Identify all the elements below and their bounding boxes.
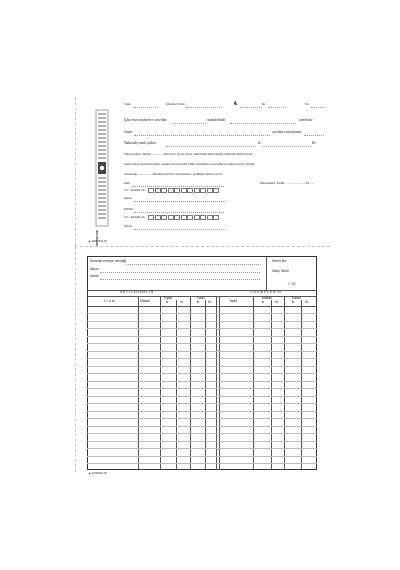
- col-tutari: Tutarı: [196, 296, 205, 300]
- header-tl: ₺: [234, 102, 238, 107]
- tutari-kr: Kr.: [208, 300, 213, 304]
- guarantor-label: KEFİL: [124, 207, 134, 211]
- ledger-row-line: [87, 366, 317, 367]
- miktari2-tl: ₺: [262, 300, 265, 304]
- senet-line3-a: Yukarıda yazılı yalnız: [124, 141, 156, 145]
- debtor-label: İsim: [124, 181, 131, 185]
- senet-line3-c: Kr.: [312, 141, 317, 145]
- senet-line5: muacceliyet kesbedeceğini, Avukat ücreti dahil bütün mahkeme masraflarını ödeyeceğini. İhtilaf: [124, 162, 255, 166]
- senedin-label: Senedin nereye verildiği: [90, 259, 127, 263]
- ledger-row-line: [87, 403, 317, 404]
- ornament-border-icon: [92, 108, 112, 228]
- sold-header: S A T I L A N M A L I N: [120, 290, 154, 294]
- maker-mark-top: ▲ ARKITALIP: [88, 239, 107, 243]
- ledger-row-line: [87, 328, 317, 329]
- debtor-tc-boxes[interactable]: [148, 188, 220, 193]
- tutari-tl: ₺: [197, 300, 200, 304]
- fiyati-kr: Kr.: [180, 300, 185, 304]
- payments-header: Ö D E M E L E R İ N: [250, 290, 281, 294]
- senet-line1-b: mukabilinde: [207, 118, 226, 122]
- col-kalan: Kalan: [292, 296, 301, 300]
- ledger-row-line: [87, 448, 317, 449]
- debtor-tc-label: T.C. Kimlik No: [124, 188, 146, 192]
- senet-no-label: Senet No:: [272, 259, 288, 263]
- ledger-table: [87, 256, 317, 470]
- guarantor-address-label: Adres: [124, 224, 133, 228]
- kalan-kr: Kr.: [305, 300, 310, 304]
- ledger-row-line: [87, 441, 317, 442]
- col-tarihi: Tarihi: [229, 299, 238, 303]
- side-label: ÖDENECEK: [95, 230, 99, 248]
- ledger-row-line: [87, 396, 317, 397]
- col-cinsi: C i n s i: [104, 299, 116, 303]
- miktari2-kr: Kr.: [275, 300, 280, 304]
- ledger-row-line: [87, 321, 317, 322]
- ledger-row-line: [87, 313, 317, 314]
- senet-line1-a: İşbu emre muharrer senedim: [124, 118, 167, 122]
- guarantor-tc-label: T.C. Kimlik No: [124, 215, 146, 219]
- col-fiyati: Fiyatı: [164, 296, 173, 300]
- header-no: No: [305, 102, 310, 106]
- guarantor-tc-boxes[interactable]: [148, 215, 220, 220]
- ledger-row-line: [87, 456, 317, 457]
- senet-line2-b: veyahut emruhavale: [272, 130, 302, 134]
- ledger-row-line: [87, 426, 317, 427]
- ledger-row-line: [87, 433, 317, 434]
- ledger-row-line: [87, 388, 317, 389]
- ledger-row-line: [87, 411, 317, 412]
- debtor-address-label: Adres: [124, 196, 133, 200]
- fiyati-tl: ₺: [166, 300, 169, 304]
- ledger-row-line: [87, 351, 317, 352]
- ledger-row-line: [87, 336, 317, 337]
- ledger-row-line: [87, 418, 317, 419]
- ledger-row-line: [87, 343, 317, 344]
- ledger-row-line: [87, 381, 317, 382]
- issue-date-label: Düzenleme Tarihi : ........ / ........ / 20......: [260, 181, 315, 185]
- senet-line6: vukuunda ................ Mahkemelerinin selahiyetini, şimdiden kabul eyleri.: [124, 172, 223, 176]
- header-kr: Kr: [262, 102, 266, 106]
- senet-line3-b: ₺: [258, 141, 261, 145]
- ledger-row-line: [87, 463, 317, 464]
- col-miktari: Miktarı: [140, 299, 151, 303]
- ledger-row-line: [87, 358, 317, 359]
- kalan-tl: ₺: [292, 300, 295, 304]
- satis-tarihi-label: Satış Tarihi: [272, 269, 289, 273]
- maker-mark-bottom: ▲ ARKITALIP: [88, 471, 107, 475]
- header-odeme-tarihi: Ödeme Tarihi: [166, 102, 185, 106]
- senet-line2-a: Sayın: [124, 130, 133, 134]
- senet-line4: Ödeyeceğim. Bedeli ............ alınmıştır. İş bu Senet vadesinde ödenmediği takdirde diğerlerinin: [124, 152, 253, 156]
- col-miktari2: Miktarı: [262, 296, 273, 300]
- header-vade: Vade: [124, 102, 131, 106]
- sayin-label: Sayın: [90, 267, 99, 271]
- ledger-row-line: [87, 373, 317, 374]
- date-slots: / / 20: [288, 282, 296, 286]
- senet-line1-c: tarihinde: [299, 118, 313, 122]
- adres-label: Adres: [90, 274, 99, 278]
